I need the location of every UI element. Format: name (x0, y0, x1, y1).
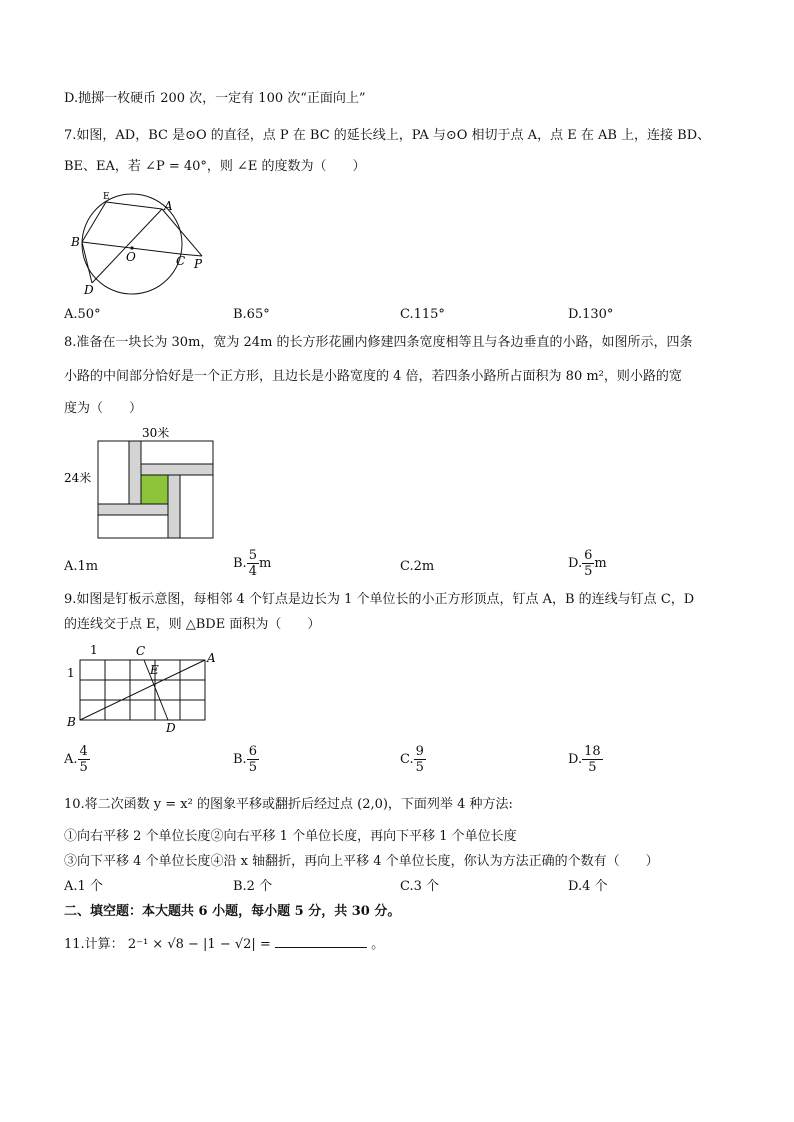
q7-option-c: C.115° (400, 307, 445, 322)
q8-option-c: C.2m (400, 559, 435, 574)
q7-option-a: A.50° (64, 307, 101, 322)
q10-option-b: B.2 个 (233, 879, 273, 894)
label-p: P (194, 257, 203, 271)
label-24m: 24米 (64, 471, 92, 485)
q7-circle-figure (64, 190, 214, 302)
q8-stem-line2: 小路的中间部分恰好是一个正方形，且边长是小路宽度的 4 倍，若四条小路所占面积为 80 m²，则小路的宽 (64, 369, 682, 384)
label-c: C (176, 254, 186, 268)
q9-stem-line1: 9.如图是钉板示意图，每相邻 4 个钉点是边长为 1 个单位长的小正方形顶点，钉点 A，B 的连线与钉点 C，D (64, 592, 695, 607)
label-b: B (71, 235, 80, 249)
q8-garden-figure (64, 424, 224, 542)
line-b-d (82, 242, 92, 283)
q8-option-b: B. $\frac{5}{4}$ m (233, 548, 272, 579)
q10-method-line1: ①向右平移 2 个单位长度②向右平移 1 个单位长度，再向下平移 1 个单位长度 (64, 829, 517, 844)
label-one-left: 1 (67, 666, 75, 680)
q6-option-d: D.抛掷一枚硬币 200 次，一定有 100 次“正面向上” (64, 91, 366, 106)
line-a-b (80, 660, 205, 720)
q8-option-a: A.1m (64, 559, 99, 574)
q9-option-a: A. $\frac{4}{5}$ (64, 744, 88, 775)
label-e: E (103, 192, 110, 202)
q11-answer-blank[interactable] (275, 935, 367, 948)
q11-expression: 2⁻¹ × √8 − |1 − √2| = (127, 937, 271, 952)
q10-method-line2: ③向下平移 4 个单位长度④沿 x 轴翻折，再向上平移 4 个单位长度，你认为方法正确的个数有（ ） (64, 854, 659, 869)
path-horizontal-top (141, 464, 213, 475)
path-horizontal-bottom (98, 504, 168, 515)
q9-option-b: B. $\frac{6}{5}$ (233, 744, 257, 775)
q9-stem-line2: 的连线交于点 E，则 △BDE 面积为（ ） (64, 617, 321, 632)
q10-option-c: C.3 个 (400, 879, 440, 894)
q9-option-d: D. $\frac{18}{5}$ (568, 744, 601, 775)
label-d: D (166, 721, 176, 735)
label-one-top: 1 (90, 643, 98, 657)
label-30m: 30米 (142, 426, 170, 440)
q9-option-c: C. $\frac{9}{5}$ (400, 744, 424, 775)
q8-stem-line3: 度为（ ） (64, 401, 143, 416)
path-vertical-right (168, 475, 180, 538)
section2-heading: 二、填空题：本大题共 6 小题，每小题 5 分，共 30 分。 (64, 904, 401, 919)
q8-stem-line1: 8.准备在一块长为 30m，宽为 24m 的长方形花圃内修建四条宽度相等且与各边垂直的小路，如图所示，四条 (64, 335, 693, 350)
line-b-e (82, 202, 106, 242)
line-e-a (106, 202, 162, 209)
label-c: C (136, 644, 146, 658)
q7-stem-line2: BE、EA，若 ∠P = 40°，则 ∠E 的度数为（ ） (64, 159, 366, 174)
q7-option-d: D.130° (568, 307, 614, 322)
q9-pegboard-figure (64, 640, 224, 736)
line-a-d (92, 209, 162, 283)
label-a: A (207, 651, 216, 665)
q10-option-a: A.1 个 (64, 879, 103, 894)
q11-prefix: 11.计算： (64, 937, 124, 952)
label-b: B (67, 715, 76, 729)
label-e: E (150, 663, 159, 677)
q10-option-d: D.4 个 (568, 879, 608, 894)
center-square (141, 475, 168, 504)
q10-stem-line1: 10.将二次函数 y = x² 的图象平移或翻折后经过点 (2,0)，下面列举 4 种方法: (64, 797, 513, 812)
label-a: A (164, 199, 173, 213)
path-vertical-left (129, 441, 141, 504)
q11-suffix: 。 (371, 937, 385, 952)
label-d: D (84, 283, 94, 297)
label-o: O (126, 250, 136, 264)
q7-option-b: B.65° (233, 307, 270, 322)
q7-stem-line1: 7.如图，AD，BC 是⊙O 的直径，点 P 在 BC 的延长线上，PA 与⊙O 相切于点 A，点 E 在 AB 上，连接 BD、 (64, 128, 711, 143)
q11-line (64, 935, 384, 954)
q8-option-d: D. $\frac{6}{5}$ m (568, 548, 607, 579)
